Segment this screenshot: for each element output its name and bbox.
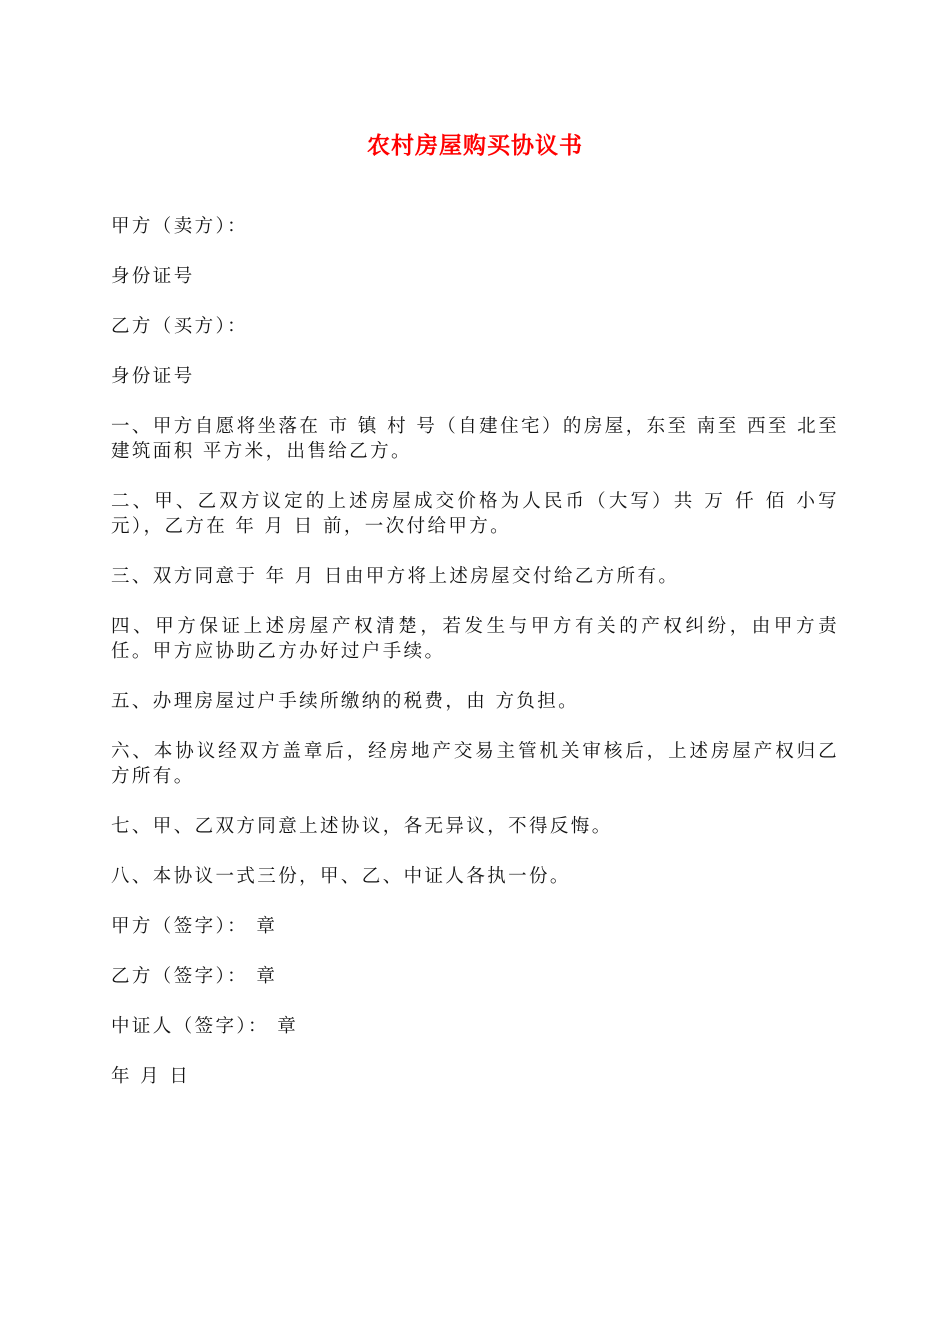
clause-6-approval: 六、本协议经双方盖章后，经房地产交易主管机关审核后，上述房屋产权归乙方所有。 [111, 741, 839, 787]
clause-4-title-guarantee: 四、甲方保证上述房屋产权清楚，若发生与甲方有关的产权纠纷，由甲方责任。甲方应协助乙方办好过户手续。 [111, 616, 839, 662]
document-title: 农村房屋购买协议书 [367, 133, 583, 159]
clause-8-copies: 八、本协议一式三份，甲、乙、中证人各执一份。 [111, 866, 571, 887]
party-b-id-number: 身份证号 [111, 366, 195, 387]
party-a-id-number: 身份证号 [111, 266, 195, 287]
party-b-buyer: 乙方（买方）： [111, 316, 249, 337]
clause-5-taxes: 五、办理房屋过户手续所缴纳的税费，由 方负担。 [111, 691, 580, 712]
document-body [111, 214, 839, 1114]
signature-witness: 中证人（签字）： 章 [111, 1016, 299, 1037]
clause-3-delivery: 三、双方同意于 年 月 日由甲方将上述房屋交付给乙方所有。 [111, 566, 680, 587]
signature-party-a: 甲方（签字）： 章 [111, 916, 278, 937]
clause-2-price-payment: 二、甲、乙双方议定的上述房屋成交价格为人民币（大写）共 万 仟 佰 小写 元），乙方在 年 月 日 前，一次付给甲方。 [111, 491, 839, 537]
party-a-seller: 甲方（卖方）： [111, 216, 249, 237]
clause-7-no-objection: 七、甲、乙双方同意上述协议，各无异议，不得反悔。 [111, 816, 613, 837]
clause-1-property-location: 一、甲方自愿将坐落在 市 镇 村 号（自建住宅）的房屋，东至 南至 西至 北至 建筑面积 平方米，出售给乙方。 [111, 416, 839, 462]
signing-date: 年 月 日 [111, 1066, 191, 1087]
signature-party-b: 乙方（签字）： 章 [111, 966, 278, 987]
